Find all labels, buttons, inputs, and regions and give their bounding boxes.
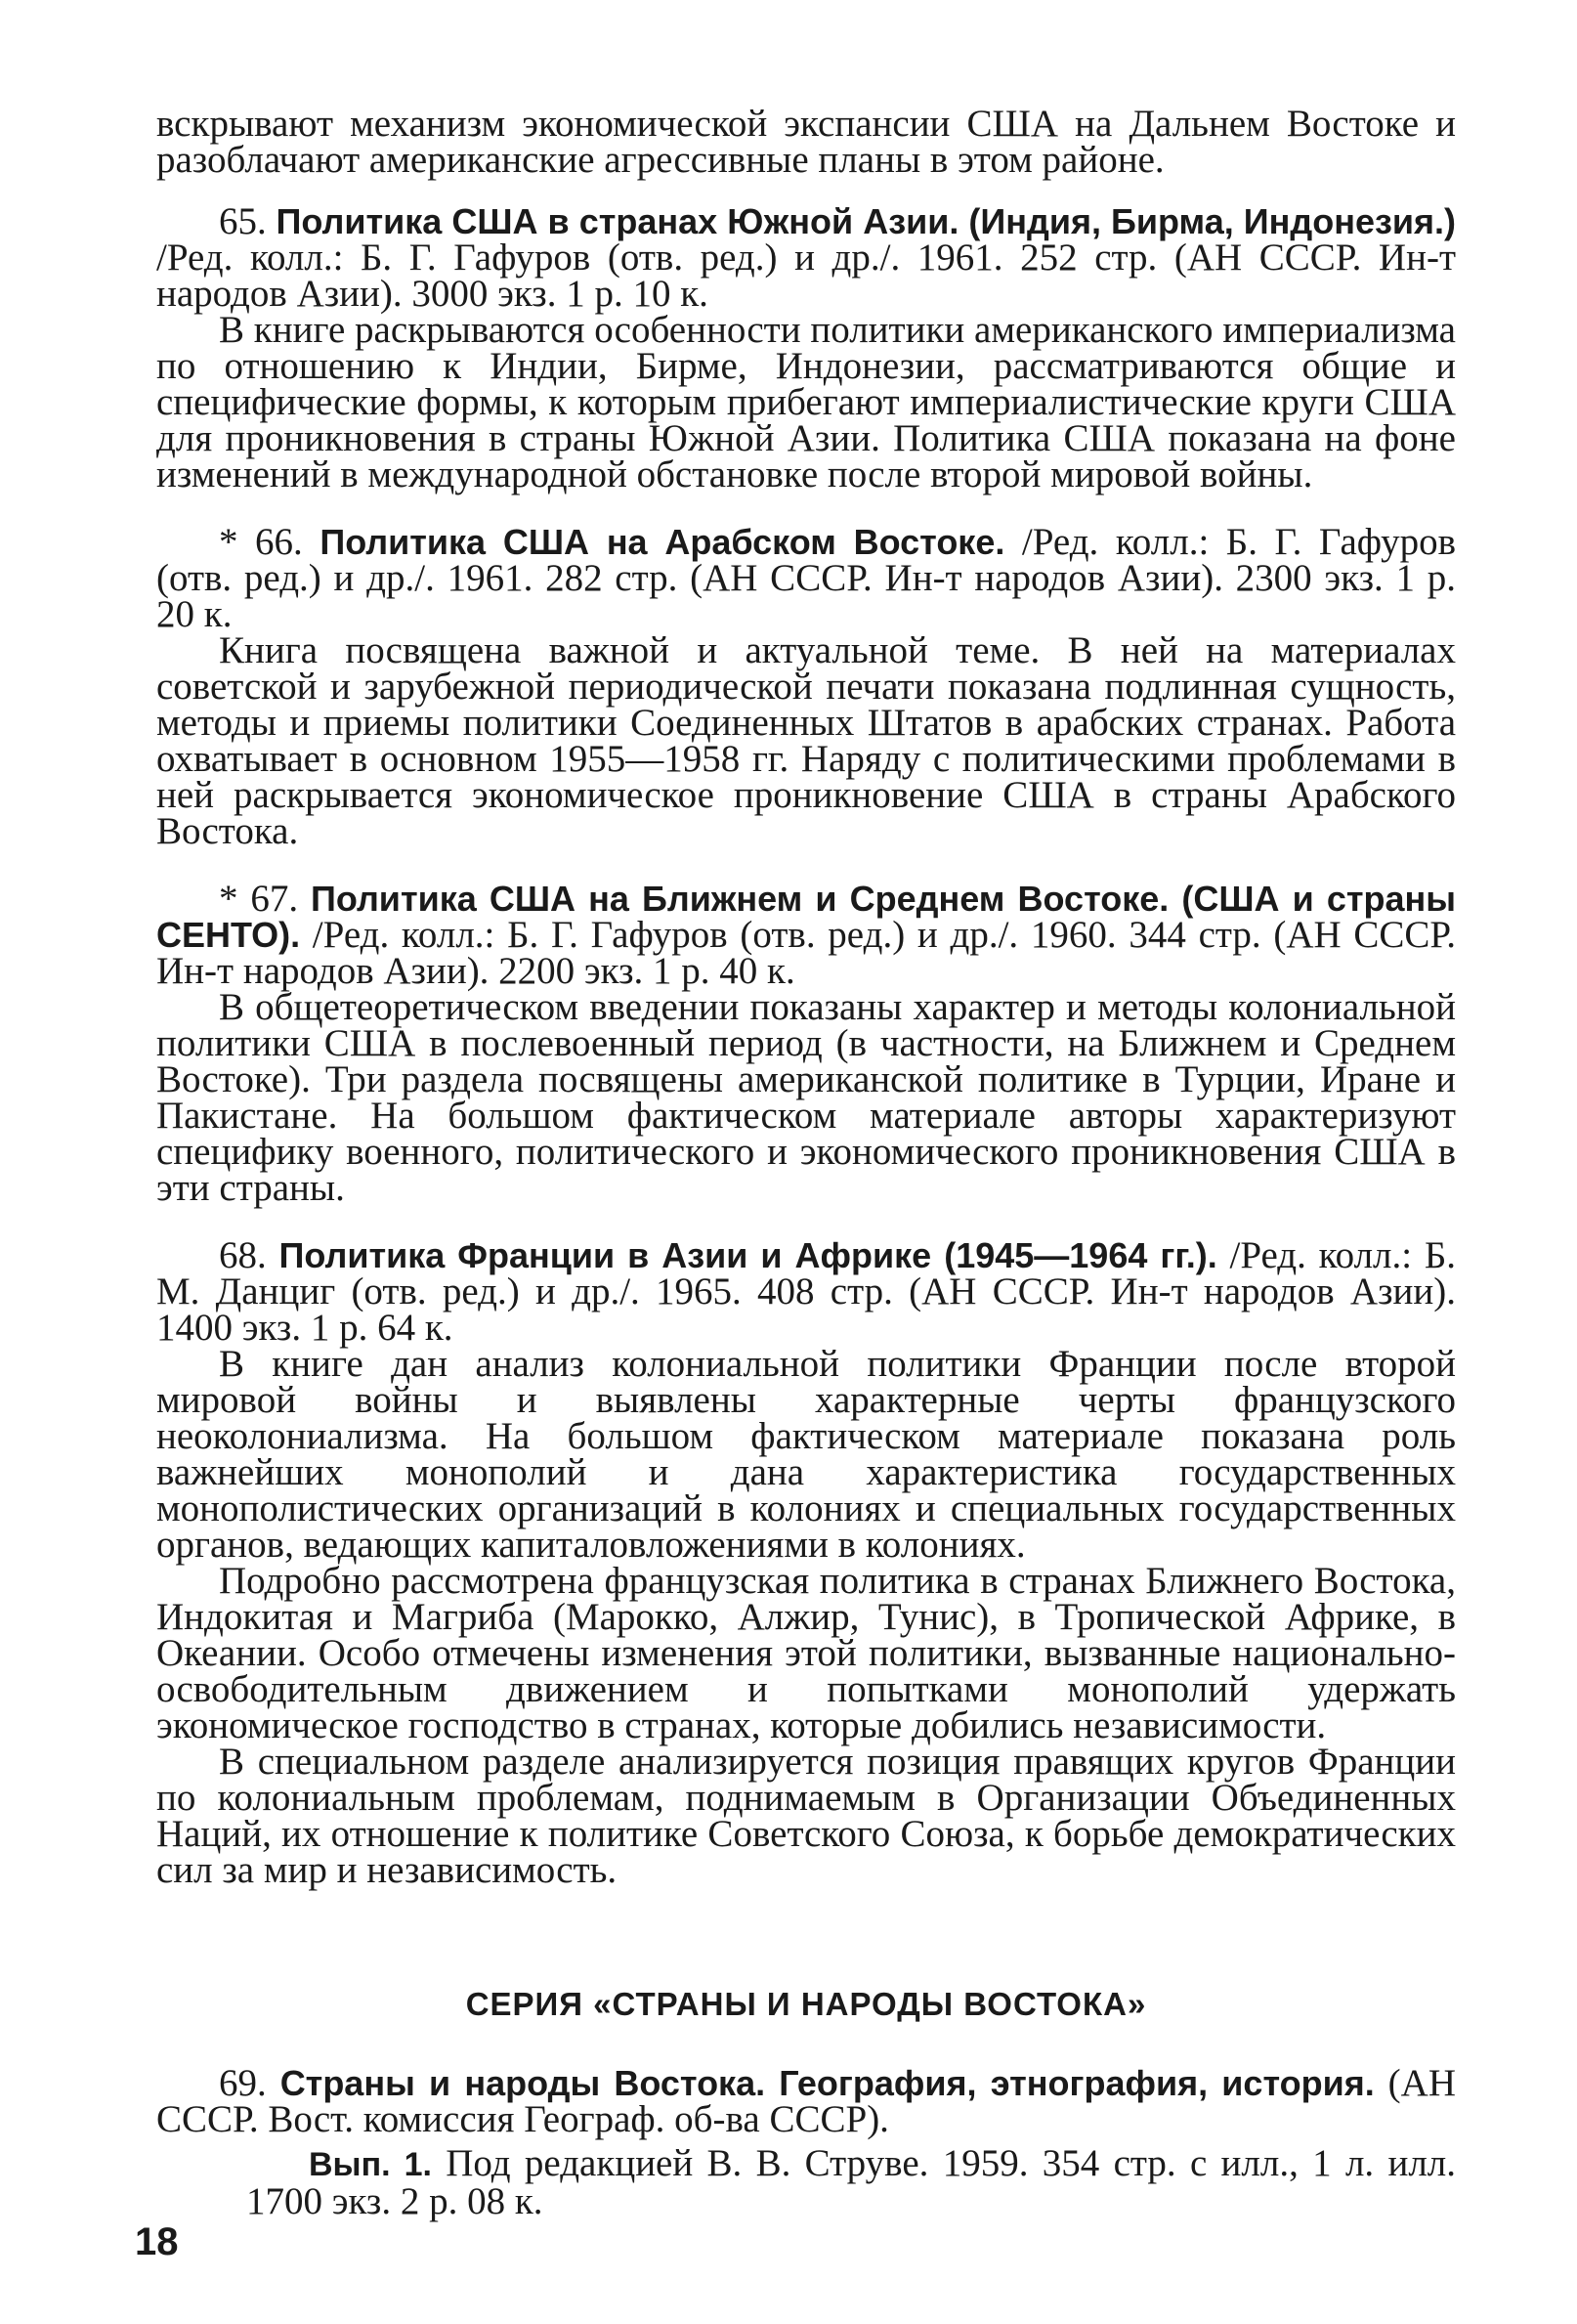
entry-68-number: 68. bbox=[219, 1234, 279, 1276]
entry-68-heading bbox=[156, 1234, 1456, 1349]
entry-65-meta: /Ред. колл.: Б. Г. Гафуров (отв. ред.) и др./. 1961. 252 стр. (АН СССР. Ин-т народов Азии). 3000 экз. 1 р. 10 к. bbox=[156, 237, 1456, 315]
series-heading: СЕРИЯ «СТРАНЫ И НАРОДЫ ВОСТОКА» bbox=[465, 1986, 1147, 2022]
entry-67-description: В общетеоретическом введении показаны характер и методы колониальной политики США в послевоенный период (в частности, на Ближнем и Среднем Востоке). Три раздела посвящены американской политике в Турции, Иране и Пакистане. На большом фактическом материале авторы характеризуют специфику военного, политического и экономического проникновения США в эти страны. bbox=[156, 986, 1456, 1209]
page-body bbox=[156, 103, 1457, 2222]
entry-68-title: Политика Франции в Азии и Африке (1945—1964 гг.). bbox=[278, 1235, 1217, 1275]
entry-69-title: Страны и народы Востока. География, этнография, история. bbox=[279, 2063, 1375, 2103]
entry-66-title: Политика США на Арабском Востоке. bbox=[320, 522, 1005, 562]
entry-68-description-2: Подробно рассмотрена французская политика в странах Ближнего Востока, Индокитая и Магриба (Марокко, Алжир, Тунис), в Тропической Африке, в Океании. Особо отмечены изменения этой политики, вызванные национально-освободительным движением и попытками монополий удержать экономическое господство в странах, которые добились независимости. bbox=[156, 1560, 1456, 1746]
volume-label: Вып. 1. bbox=[309, 2146, 432, 2183]
entry-66-description: Книга посвящена важной и актуальной теме. В ней на материалах советской и зарубежной периодической печати показана подлинная сущность, методы и приемы политики Соединенных Штатов в арабских странах. Работа охватывает в основном 1955—1958 гг. Наряду с политическими проблемами в ней раскрывается экономическое проникновение США в страны Арабского Востока. bbox=[156, 629, 1456, 852]
entry-66-number: * 66. bbox=[219, 521, 320, 563]
entry-67-meta: /Ред. колл.: Б. Г. Гафуров (отв. ред.) и др./. 1960. 344 стр. (АН СССР. Ин-т народов Азии). 2200 экз. 1 р. 40 к. bbox=[156, 914, 1456, 992]
entry-68-description-1: В книге дан анализ колониальной политики Франции после второй мировой войны и выявлены характерные черты французского неоколониализма. На большом фактическом материале показана роль важнейших монополий и дана характеристика государственных монополистических организаций в колониях и специальных государственных органов, ведающих капиталовложениями в колониях. bbox=[156, 1343, 1456, 1566]
entry-66-meta: /Ред. колл.: Б. Г. Гафуров (отв. ред.) и др./. 1961. 282 стр. (АН СССР. Ин-т народов Азии). 2300 экз. 1 р. 20 к. bbox=[156, 521, 1457, 635]
entry-67-heading bbox=[156, 878, 1457, 992]
entry-67-title: Политика США на Ближнем и Среднем Востоке. (США и страны СЕНТО). bbox=[156, 879, 1457, 955]
entry-65-description: В книге раскрываются особенности политики американского империализма по отношению к Индии, Бирме, Индонезии, рассматриваются общие и специфические формы, к которым прибегают империалистические круги США для проникновения в страны Южной Азии. Политика США показана на фоне изменений в международной обстановке после второй мировой войны. bbox=[156, 309, 1456, 495]
intro-paragraph: вскрывают механизм экономической экспансии США на Дальнем Востоке и разоблачают американские агрессивные планы в этом районе. bbox=[156, 103, 1456, 181]
volume-text: Под редакцией В. В. Струве. 1959. 354 стр. с илл., 1 л. илл. 1700 экз. 2 р. 08 к. bbox=[246, 2142, 1457, 2222]
entry-69-meta: (АН СССР. Вост. комиссия Географ. об-ва СССР). bbox=[156, 2062, 1456, 2140]
entry-66-heading bbox=[156, 521, 1457, 635]
entry-65-number: 65. bbox=[219, 200, 277, 242]
entry-69-number: 69. bbox=[219, 2062, 280, 2104]
entry-69-volume-1 bbox=[156, 2142, 1457, 2222]
entry-68-meta: /Ред. колл.: Б. М. Данциг (отв. ред.) и др./. 1965. 408 стр. (АН СССР. Ин-т народов Азии). 1400 экз. 1 р. 64 к. bbox=[156, 1234, 1456, 1349]
entry-65-heading bbox=[156, 200, 1457, 315]
entry-67-number: * 67. bbox=[219, 878, 311, 920]
entry-68-description-3: В специальном разделе анализируется позиция правящих кругов Франции по колониальным проблемам, поднимаемым в Организации Объединенных Наций, их отношение к политике Советского Союза, к борьбе демократических сил за мир и независимость. bbox=[156, 1741, 1456, 1891]
entry-69-heading bbox=[156, 2062, 1456, 2140]
entry-65-title: Политика США в странах Южной Азии. (Индия, Бирма, Индонезия.) bbox=[276, 201, 1457, 241]
page-number: 18 bbox=[135, 2220, 179, 2263]
